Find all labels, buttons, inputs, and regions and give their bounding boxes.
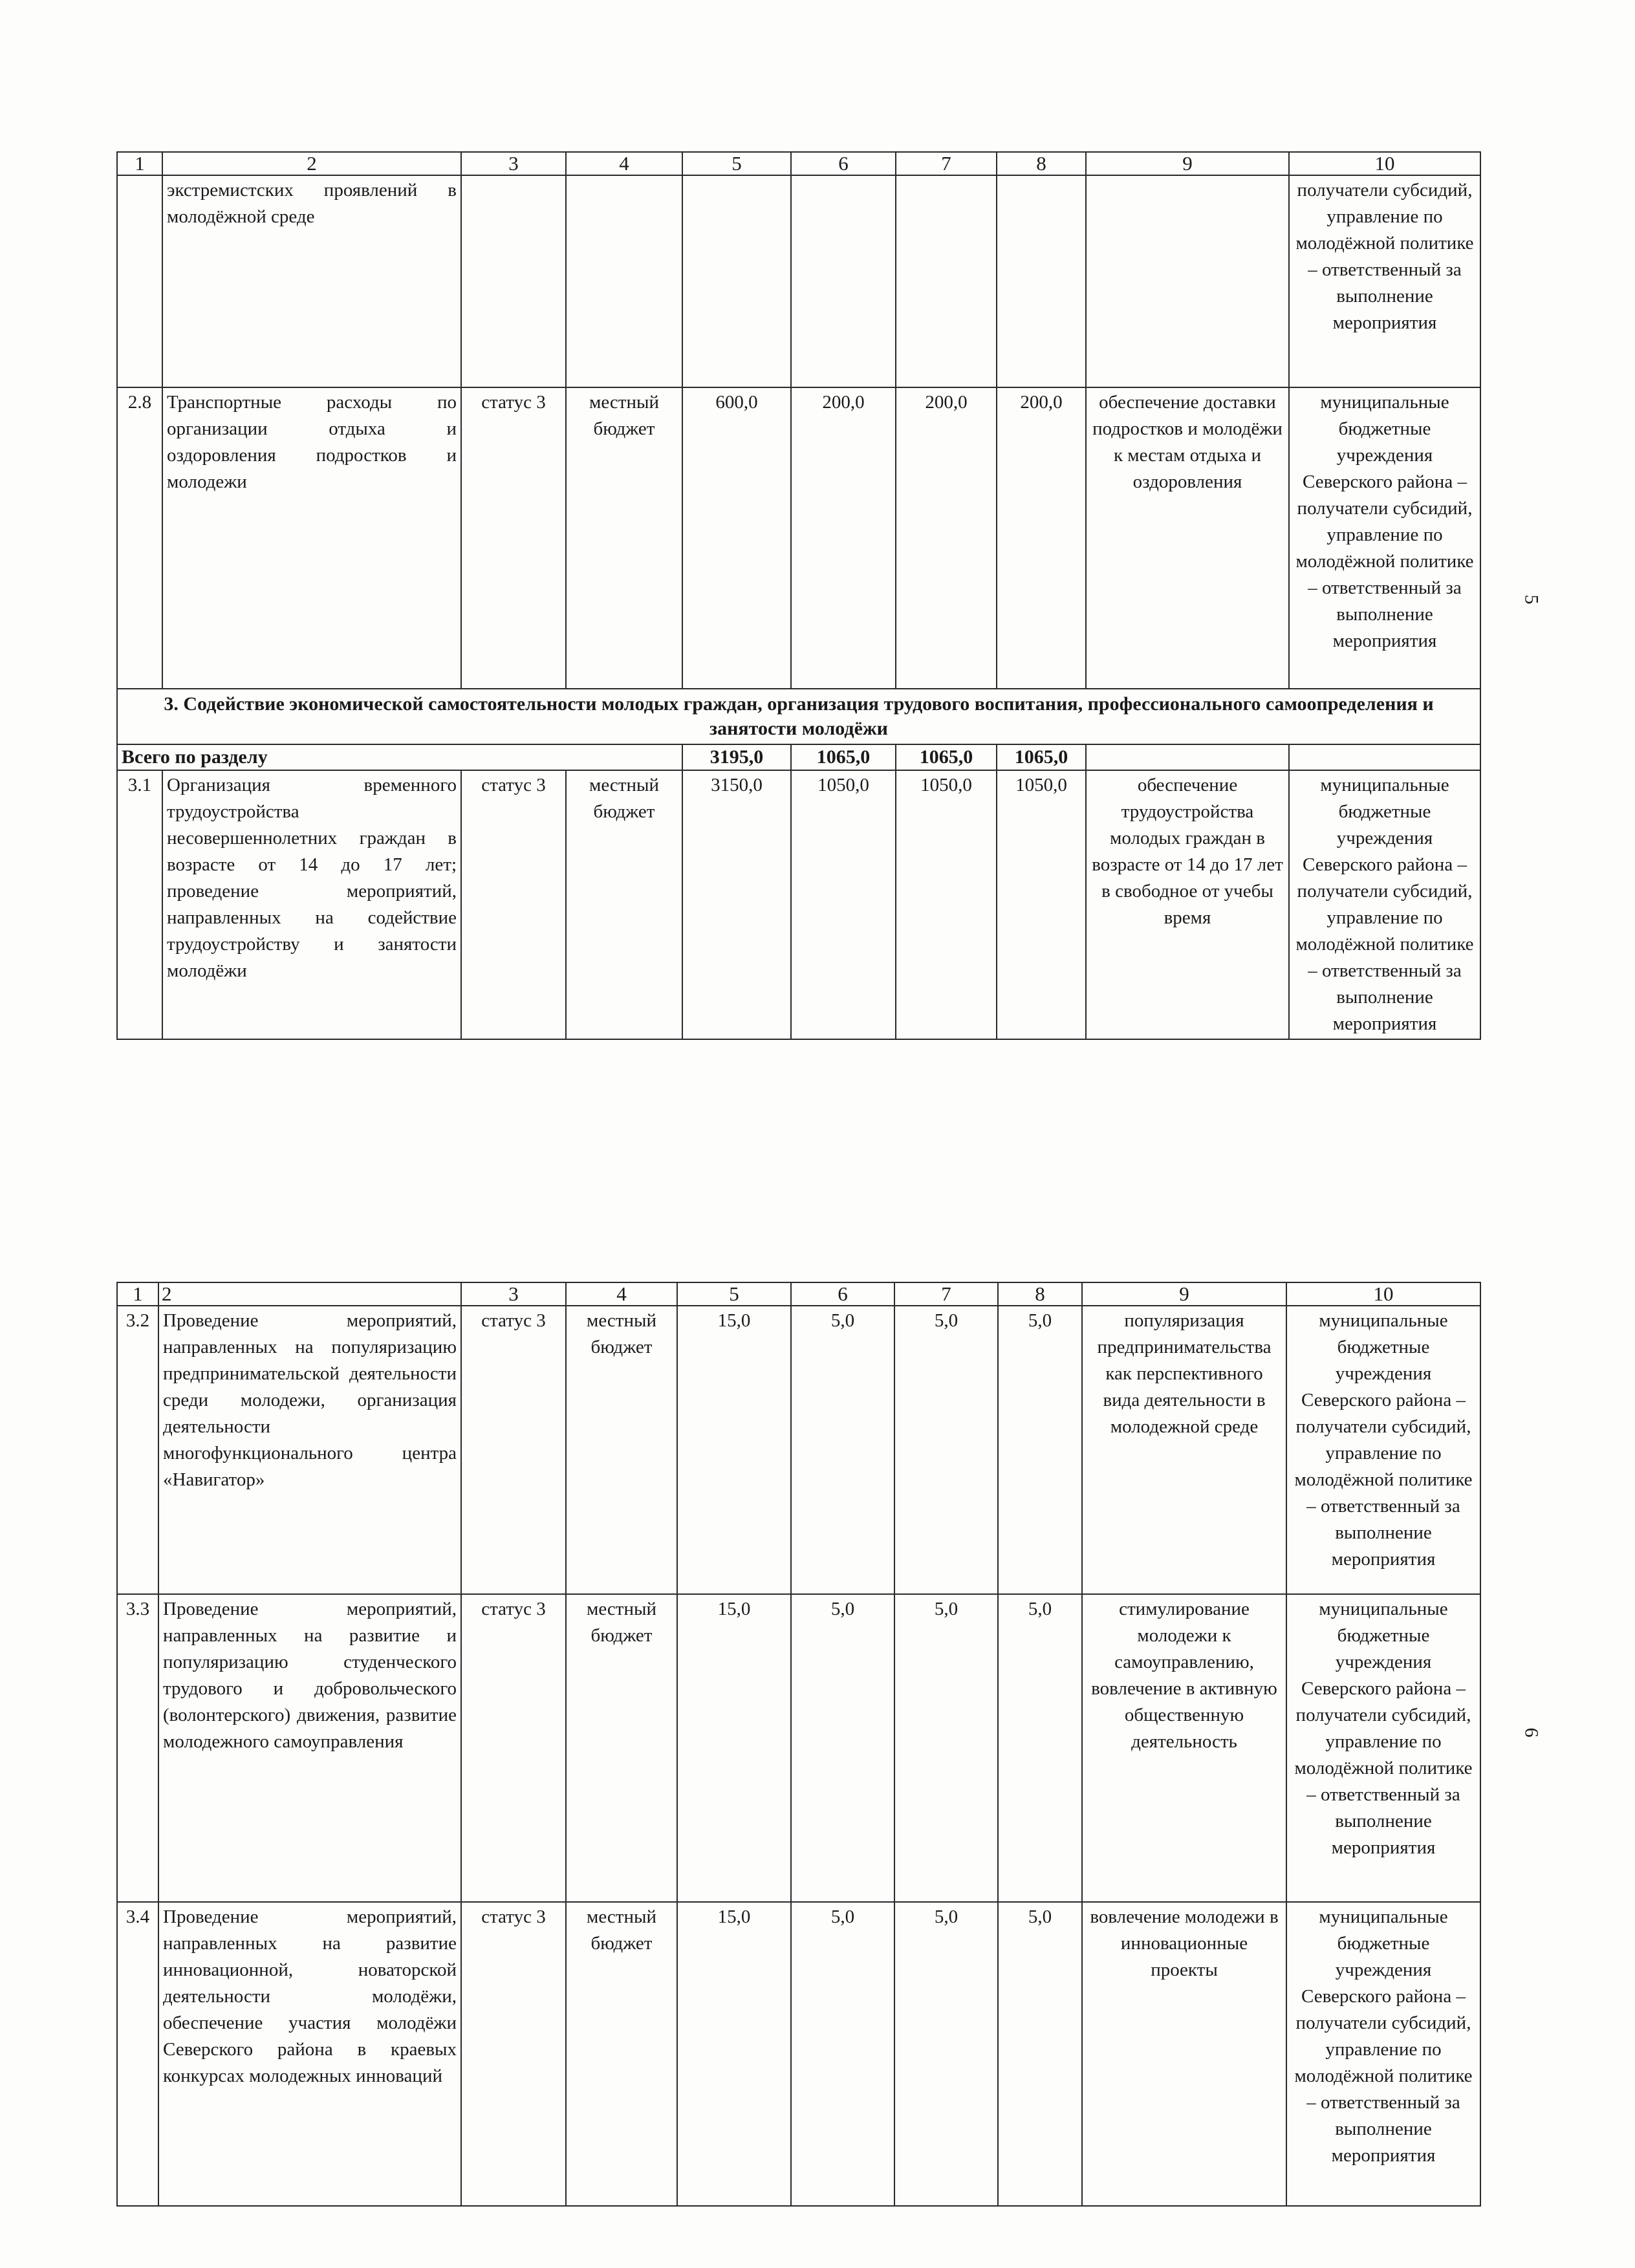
- header-cell: 9: [1086, 152, 1289, 175]
- amount-total: 15,0: [677, 1902, 791, 2206]
- header-cell: 9: [1082, 1282, 1286, 1306]
- header-cell: 10: [1289, 152, 1480, 175]
- executor: муниципальные бюджетные учреждения Северского района – получатели субсидий, управление по молодёжной политике – ответственный за выполнение мероприятия: [1289, 387, 1480, 689]
- section-total-label: Всего по разделу: [117, 744, 682, 770]
- amount-year-1: 1050,0: [791, 770, 896, 1039]
- executor: муниципальные бюджетные учреждения Северского района – получатели субсидий, управление по молодёжной политике – ответственный за выполнение мероприятия: [1286, 1306, 1480, 1594]
- amount-year-3: 200,0: [997, 387, 1086, 689]
- status: статус 3: [461, 387, 566, 689]
- table-row: [117, 1594, 1480, 1902]
- executor: получатели субсидий, управление по молодёжной политике – ответственный за выполнение мероприятия: [1289, 175, 1480, 387]
- result: стимулирование молодежи к самоуправлению, вовлечение в активную общественную деятельность: [1082, 1594, 1286, 1902]
- page-number: 5: [1521, 594, 1543, 605]
- amount-year-1: 5,0: [791, 1902, 894, 2206]
- table-row: [117, 175, 1480, 387]
- header-cell: 4: [566, 152, 682, 175]
- header-cell: 5: [682, 152, 791, 175]
- section-heading-row: [117, 689, 1480, 744]
- measure-name: Организация временного трудоустройства несовершеннолетних граждан в возрасте от 14 до 17 лет; проведение мероприятий, направленных на содействие трудоустройству и занятости молодёжи: [162, 770, 461, 1039]
- header-cell: 1: [117, 1282, 158, 1306]
- header-cell: 2: [158, 1282, 461, 1306]
- table-row: [117, 770, 1480, 1039]
- row-number: 3.3: [117, 1594, 158, 1902]
- row-number: 3.2: [117, 1306, 158, 1594]
- amount-year-3: 5,0: [998, 1306, 1082, 1594]
- row-number: 3.1: [117, 770, 162, 1039]
- amount-year-2: 5,0: [894, 1902, 998, 2206]
- amount-year-2: 200,0: [896, 387, 997, 689]
- executor: муниципальные бюджетные учреждения Северского района – получатели субсидий, управление по молодёжной политике – ответственный за выполнение мероприятия: [1289, 770, 1480, 1039]
- program-table-bottom: [116, 1282, 1481, 2207]
- executor: муниципальные бюджетные учреждения Северского района – получатели субсидий, управление по молодёжной политике – ответственный за выполнение мероприятия: [1286, 1594, 1480, 1902]
- result: популяризация предпринимательства как перспективного вида деятельности в молодежной среде: [1082, 1306, 1286, 1594]
- amount-year-1: 200,0: [791, 387, 896, 689]
- row-number: 2.8: [117, 387, 162, 689]
- section-total-row: [117, 744, 1480, 770]
- executor: муниципальные бюджетные учреждения Северского района – получатели субсидий, управление по молодёжной политике – ответственный за выполнение мероприятия: [1286, 1902, 1480, 2206]
- header-cell: 2: [162, 152, 461, 175]
- header-cell: 6: [791, 152, 896, 175]
- section-total-year-1: 1065,0: [791, 744, 896, 770]
- header-cell: 3: [461, 152, 566, 175]
- header-cell: 1: [117, 152, 162, 175]
- measure-name: экстремистских проявлений в молодёжной среде: [162, 175, 461, 387]
- measure-name: Проведение мероприятий, направленных на популяризацию предпринимательской деятельности среди молодежи, организация деятельности многофункционального центра «Навигатор»: [158, 1306, 461, 1594]
- amount-year-3: 5,0: [998, 1594, 1082, 1902]
- measure-name: Проведение мероприятий, направленных на развитие инновационной, новаторской деятельности молодёжи, обеспечение участия молодёжи Северского района в краевых конкурсах молодежных инноваций: [158, 1902, 461, 2206]
- header-cell: 10: [1286, 1282, 1480, 1306]
- amount-year-2: 1050,0: [896, 770, 997, 1039]
- amount-total: 3150,0: [682, 770, 791, 1039]
- program-table-top: [116, 151, 1481, 1040]
- header-cell: 8: [997, 152, 1086, 175]
- header-cell: 4: [566, 1282, 677, 1306]
- amount-total: 15,0: [677, 1306, 791, 1594]
- status: статус 3: [461, 770, 566, 1039]
- funding-source: местный бюджет: [566, 387, 682, 689]
- header-cell: 5: [677, 1282, 791, 1306]
- amount-year-1: 5,0: [791, 1594, 894, 1902]
- header-cell: 7: [894, 1282, 998, 1306]
- funding-source: местный бюджет: [566, 1594, 677, 1902]
- amount-year-3: 1050,0: [997, 770, 1086, 1039]
- funding-source: местный бюджет: [566, 770, 682, 1039]
- table-row: [117, 1902, 1480, 2206]
- amount-year-1: 5,0: [791, 1306, 894, 1594]
- amount-year-2: 5,0: [894, 1594, 998, 1902]
- status: статус 3: [461, 1594, 566, 1902]
- section-total-year-2: 1065,0: [896, 744, 997, 770]
- row-number: 3.4: [117, 1902, 158, 2206]
- amount-total: 600,0: [682, 387, 791, 689]
- section-heading: 3. Содействие экономической самостоятельности молодых граждан, организация трудового воспитания, профессионального самоопределения и занятости молодёжи: [117, 689, 1480, 744]
- funding-source: местный бюджет: [566, 1902, 677, 2206]
- header-cell: 3: [461, 1282, 566, 1306]
- header-cell: 6: [791, 1282, 894, 1306]
- table-row: [117, 387, 1480, 689]
- amount-year-3: 5,0: [998, 1902, 1082, 2206]
- result: обеспечение трудоустройства молодых граждан в возрасте от 14 до 17 лет в свободное от учебы время: [1086, 770, 1289, 1039]
- section-total-year-3: 1065,0: [997, 744, 1086, 770]
- header-cell: 7: [896, 152, 997, 175]
- amount-year-2: 5,0: [894, 1306, 998, 1594]
- header-cell: 8: [998, 1282, 1082, 1306]
- status: статус 3: [461, 1902, 566, 2206]
- amount-total: 15,0: [677, 1594, 791, 1902]
- measure-name: Проведение мероприятий, направленных на развитие и популяризацию студенческого трудового и добровольческого (волонтерского) движения, развитие молодежного самоуправления: [158, 1594, 461, 1902]
- header-row: [117, 1282, 1480, 1306]
- result: вовлечение молодежи в инновационные проекты: [1082, 1902, 1286, 2206]
- result: обеспечение доставки подростков и молодёжи к местам отдыха и оздоровления: [1086, 387, 1289, 689]
- table-row: [117, 1306, 1480, 1594]
- page-number: 6: [1521, 1727, 1543, 1738]
- measure-name: Транспортные расходы по организации отдыха и оздоровления подростков и молодежи: [162, 387, 461, 689]
- header-row: [117, 152, 1480, 175]
- funding-source: местный бюджет: [566, 1306, 677, 1594]
- section-total-amount: 3195,0: [682, 744, 791, 770]
- status: статус 3: [461, 1306, 566, 1594]
